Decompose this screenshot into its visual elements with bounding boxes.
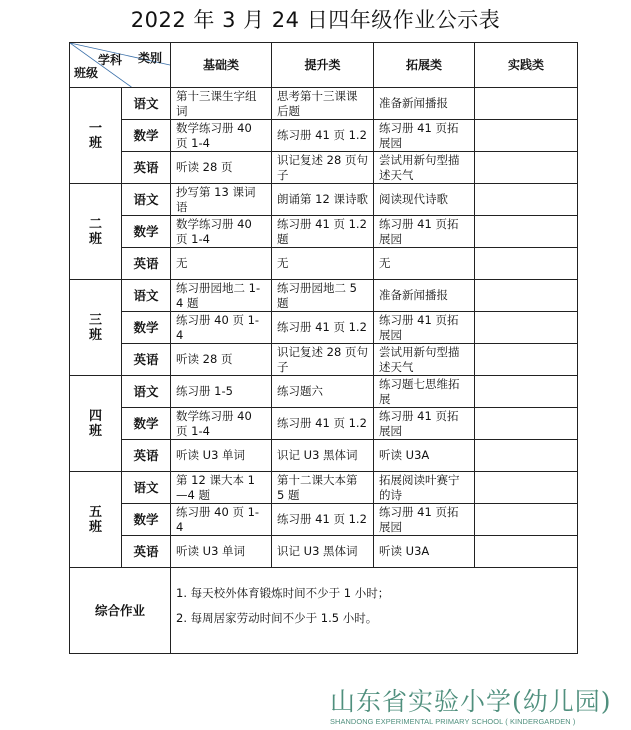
practice-homework-cell (475, 376, 578, 408)
class-name-cell (70, 376, 122, 472)
extension-homework-cell: 练习册 41 页拓展园 (374, 504, 475, 536)
extension-homework-cell: 尝试用新句型描述天气 (374, 344, 475, 376)
basic-homework-cell: 数学练习册 40 页 1-4 (171, 408, 272, 440)
table-row (70, 376, 578, 408)
class-name: 二班 (88, 216, 102, 247)
subject-cell: 语文 (122, 184, 171, 216)
advanced-homework-cell: 识记 U3 黑体词 (272, 536, 374, 568)
comprehensive-label: 综合作业 (70, 568, 171, 654)
class-name: 四班 (88, 408, 102, 439)
extension-homework-cell: 练习册 41 页拓展园 (374, 408, 475, 440)
comprehensive-row (70, 568, 578, 654)
subject-cell: 英语 (122, 536, 171, 568)
class-name-cell (70, 280, 122, 376)
basic-homework-cell: 无 (171, 248, 272, 280)
basic-homework-cell: 练习册 40 页 1-4 (171, 312, 272, 344)
table-row (70, 184, 578, 216)
practice-homework-cell (475, 248, 578, 280)
class-name: 一班 (88, 120, 102, 151)
subject-cell: 数学 (122, 504, 171, 536)
class-name-cell (70, 184, 122, 280)
subject-cell: 语文 (122, 376, 171, 408)
advanced-homework-cell: 思考第十三课课后题 (272, 88, 374, 120)
subject-cell: 数学 (122, 312, 171, 344)
extension-homework-cell: 练习册 41 页拓展园 (374, 120, 475, 152)
advanced-homework-cell: 练习册 41 页 1.2 (272, 312, 374, 344)
advanced-homework-cell: 练习册 41 页 1.2 (272, 504, 374, 536)
extension-homework-cell: 准备新闻播报 (374, 88, 475, 120)
table-row (70, 248, 578, 280)
extension-homework-cell: 拓展阅读叶赛宁的诗 (374, 472, 475, 504)
extension-homework-cell: 听读 U3A (374, 536, 475, 568)
basic-homework-cell: 数学练习册 40 页 1-4 (171, 120, 272, 152)
table-body (70, 88, 578, 654)
table-row (70, 408, 578, 440)
advanced-homework-cell: 识记 U3 黑体词 (272, 440, 374, 472)
class-name-cell (70, 472, 122, 568)
subject-cell: 数学 (122, 408, 171, 440)
practice-homework-cell (475, 216, 578, 248)
column-header-advanced: 提升类 (272, 43, 374, 88)
table-row (70, 344, 578, 376)
class-name: 三班 (88, 312, 102, 343)
comprehensive-item: 1. 每天校外体育锻炼时间不少于 1 小时； (176, 585, 390, 600)
subject-cell: 语文 (122, 280, 171, 312)
practice-homework-cell (475, 408, 578, 440)
subject-cell: 数学 (122, 216, 171, 248)
extension-homework-cell: 练习册 41 页拓展园 (374, 312, 475, 344)
basic-homework-cell: 数学练习册 40 页 1-4 (171, 216, 272, 248)
table-row (70, 88, 578, 120)
table-row (70, 280, 578, 312)
subject-cell: 英语 (122, 344, 171, 376)
practice-homework-cell (475, 344, 578, 376)
column-header-practice: 实践类 (475, 43, 578, 88)
advanced-homework-cell: 练习册 41 页 1.2 题 (272, 216, 374, 248)
practice-homework-cell (475, 312, 578, 344)
school-name-en: SHANDONG EXPERIMENTAL PRIMARY SCHOOL ( KINDERGARDEN ) (330, 717, 576, 726)
homework-table (69, 42, 578, 654)
advanced-homework-cell: 朗诵第 12 课诗歌 (272, 184, 374, 216)
table-row (70, 120, 578, 152)
school-name-cn: 山东省实验小学(幼儿园) (330, 687, 612, 716)
advanced-homework-cell: 无 (272, 248, 374, 280)
advanced-homework-cell: 练习题六 (272, 376, 374, 408)
table-row (70, 472, 578, 504)
practice-homework-cell (475, 536, 578, 568)
extension-homework-cell: 练习题七思维拓展 (374, 376, 475, 408)
column-header-extension: 拓展类 (374, 43, 475, 88)
practice-homework-cell (475, 472, 578, 504)
basic-homework-cell: 练习册 1-5 (171, 376, 272, 408)
corner-subject-label: 学科 (98, 53, 123, 67)
subject-cell: 英语 (122, 248, 171, 280)
advanced-homework-cell: 练习册 41 页 1.2 (272, 408, 374, 440)
table-row (70, 440, 578, 472)
practice-homework-cell (475, 184, 578, 216)
corner-category-label: 类别 (137, 51, 162, 65)
subject-cell: 数学 (122, 120, 171, 152)
extension-homework-cell: 练习册 41 页拓展园 (374, 216, 475, 248)
practice-homework-cell (475, 152, 578, 184)
table-row (70, 504, 578, 536)
advanced-homework-cell: 第十二课大本第 5 题 (272, 472, 374, 504)
extension-homework-cell: 阅读现代诗歌 (374, 184, 475, 216)
extension-homework-cell: 尝试用新句型描述天气 (374, 152, 475, 184)
comprehensive-item: 2. 每周居家劳动时间不少于 1.5 小时。 (176, 610, 378, 625)
header-row (70, 43, 578, 88)
table-row (70, 152, 578, 184)
advanced-homework-cell: 练习册园地二 5 题 (272, 280, 374, 312)
basic-homework-cell: 听读 28 页 (171, 152, 272, 184)
corner-class-label: 班级 (74, 66, 99, 80)
subject-cell: 语文 (122, 472, 171, 504)
extension-homework-cell: 准备新闻播报 (374, 280, 475, 312)
practice-homework-cell (475, 120, 578, 152)
comprehensive-content (171, 568, 578, 654)
extension-homework-cell: 无 (374, 248, 475, 280)
practice-homework-cell (475, 440, 578, 472)
school-logo (330, 682, 626, 726)
practice-homework-cell (475, 504, 578, 536)
basic-homework-cell: 抄写第 13 课词语 (171, 184, 272, 216)
advanced-homework-cell: 练习册 41 页 1.2 (272, 120, 374, 152)
basic-homework-cell: 听读 U3 单词 (171, 440, 272, 472)
page-title: 2022 年 3 月 24 日四年级作业公示表 (130, 8, 501, 32)
table-row (70, 536, 578, 568)
table-row (70, 312, 578, 344)
subject-cell: 英语 (122, 440, 171, 472)
basic-homework-cell: 练习册园地二 1-4 题 (171, 280, 272, 312)
basic-homework-cell: 第 12 课大本 1—4 题 (171, 472, 272, 504)
advanced-homework-cell: 识记复述 28 页句子 (272, 152, 374, 184)
class-name: 五班 (88, 504, 102, 535)
table-row (70, 216, 578, 248)
basic-homework-cell: 练习册 40 页 1-4 (171, 504, 272, 536)
basic-homework-cell: 听读 28 页 (171, 344, 272, 376)
subject-cell: 语文 (122, 88, 171, 120)
subject-cell: 英语 (122, 152, 171, 184)
header-corner (70, 43, 171, 88)
practice-homework-cell (475, 88, 578, 120)
practice-homework-cell (475, 280, 578, 312)
column-header-basic: 基础类 (171, 43, 272, 88)
advanced-homework-cell: 识记复述 28 页句子 (272, 344, 374, 376)
class-name-cell (70, 88, 122, 184)
extension-homework-cell: 听读 U3A (374, 440, 475, 472)
basic-homework-cell: 听读 U3 单词 (171, 536, 272, 568)
basic-homework-cell: 第十三课生字组词 (171, 88, 272, 120)
